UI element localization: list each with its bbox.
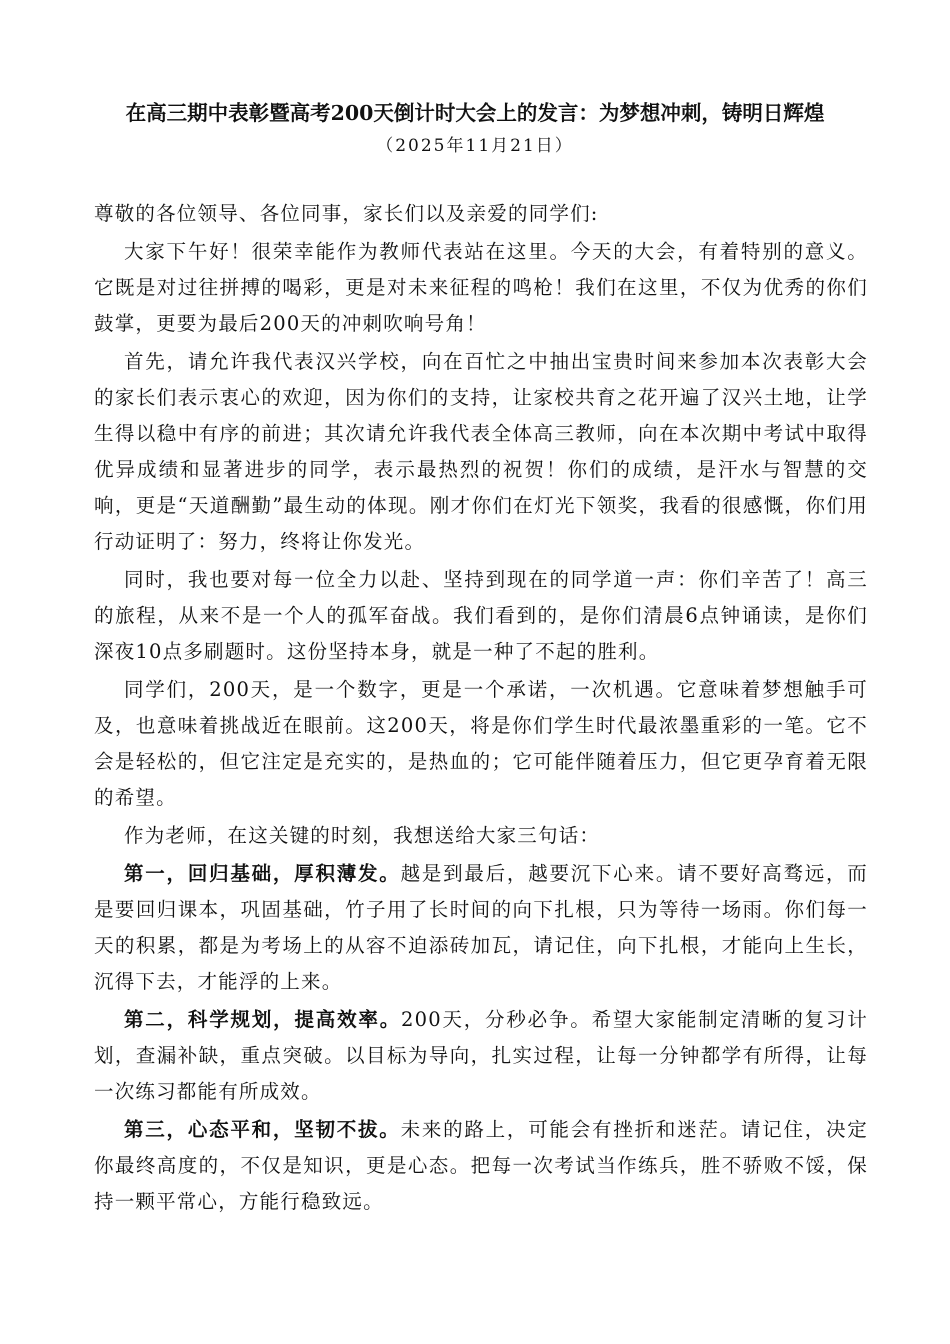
paragraph-text: 未来的路上，可能会有挫折和迷茫。请记住，决定你最终高度的，不仅是知识，更是心态。把每一次考试当作练兵，胜不骄败不馁，保持一颗平常心，方能行稳致远。 (94, 1118, 868, 1213)
paragraph-text: 同学们，200天，是一个数字，更是一个承诺，一次机遇。它意味着梦想触手可及，也意味着挑战近在眼前。这200天，将是你们学生时代最浓墨重彩的一笔。它不会是轻松的，但它注定是充实的，是热血的；它可能伴随着压力，但它更孕育着无限的希望。 (94, 678, 868, 809)
point-heading: 第三，心态平和，坚韧不拔。 (124, 1118, 401, 1141)
paragraph-greeting (94, 234, 868, 342)
paragraph-text: 大家下午好！很荣幸能作为教师代表站在这里。今天的大会，有着特别的意义。它既是对过往拼搏的喝彩，更是对未来征程的鸣枪！我们在这里，不仅为优秀的你们鼓掌，更要为最后200天的冲刺吹响号角！ (94, 240, 868, 335)
paragraph-text: 越是到最后，越要沉下心来。请不要好高骛远，而是要回归课本，巩固基础，竹子用了长时间的向下扎根，只为等待一场雨。你们每一天的积累，都是为考场上的从容不迫添砖加瓦，请记住，向下扎根，才能向上生长，沉得下去，才能浮的上来。 (94, 862, 868, 993)
paragraph-encouragement (94, 562, 868, 670)
paragraph-text: 作为老师，在这关键的时刻，我想送给大家三句话： (124, 824, 601, 847)
paragraph-point-three (94, 1112, 868, 1220)
paragraph-text: 首先，请允许我代表汉兴学校，向在百忙之中抽出宝贵时间来参加本次表彰大会的家长们表示衷心的欢迎，因为你们的支持，让家校共育之花开遍了汉兴土地，让学生得以稳中有序的前进；其次请允许我代表全体高三教师，向在本次期中考试中取得优异成绩和显著进步的同学，表示最热烈的祝贺！你们的成绩，是汗水与智慧的交响，更是“天道酬勤”最生动的体现。刚才你们在灯光下领奖，我看的很感慨，你们用行动证明了：努力，终将让你发光。 (94, 350, 868, 553)
paragraph-point-two (94, 1002, 868, 1110)
paragraph-text: 同时，我也要对每一位全力以赴、坚持到现在的同学道一声：你们辛苦了！高三的旅程，从来不是一个人的孤军奋战。我们看到的，是你们清晨6点钟诵读，是你们深夜10点多刷题时。这份坚持本身，就是一种了不起的胜利。 (94, 568, 868, 663)
point-heading: 第二，科学规划，提高效率。 (124, 1008, 402, 1031)
speech-date: （2025年11月21日） (376, 136, 574, 156)
paragraph-200-days (94, 672, 868, 816)
speech-body (94, 196, 868, 1222)
salutation: 尊敬的各位领导、各位同事，家长们以及亲爱的同学们: (94, 202, 599, 225)
paragraph-three-sentences-intro (94, 818, 868, 854)
paragraph-point-one (94, 856, 868, 1000)
paragraph-thanks (94, 344, 868, 560)
point-heading: 第一，回归基础，厚积薄发。 (124, 862, 401, 885)
speech-title: 在高三期中表彰暨高考200天倒计时大会上的发言：为梦想冲刺，铸明日辉煌 (125, 101, 825, 125)
paragraph-text: 200天，分秒必争。希望大家能制定清晰的复习计划，查漏补缺，重点突破。以目标为导向，扎实过程，让每一分钟都学有所得，让每一次练习都能有所成效。 (94, 1008, 868, 1103)
